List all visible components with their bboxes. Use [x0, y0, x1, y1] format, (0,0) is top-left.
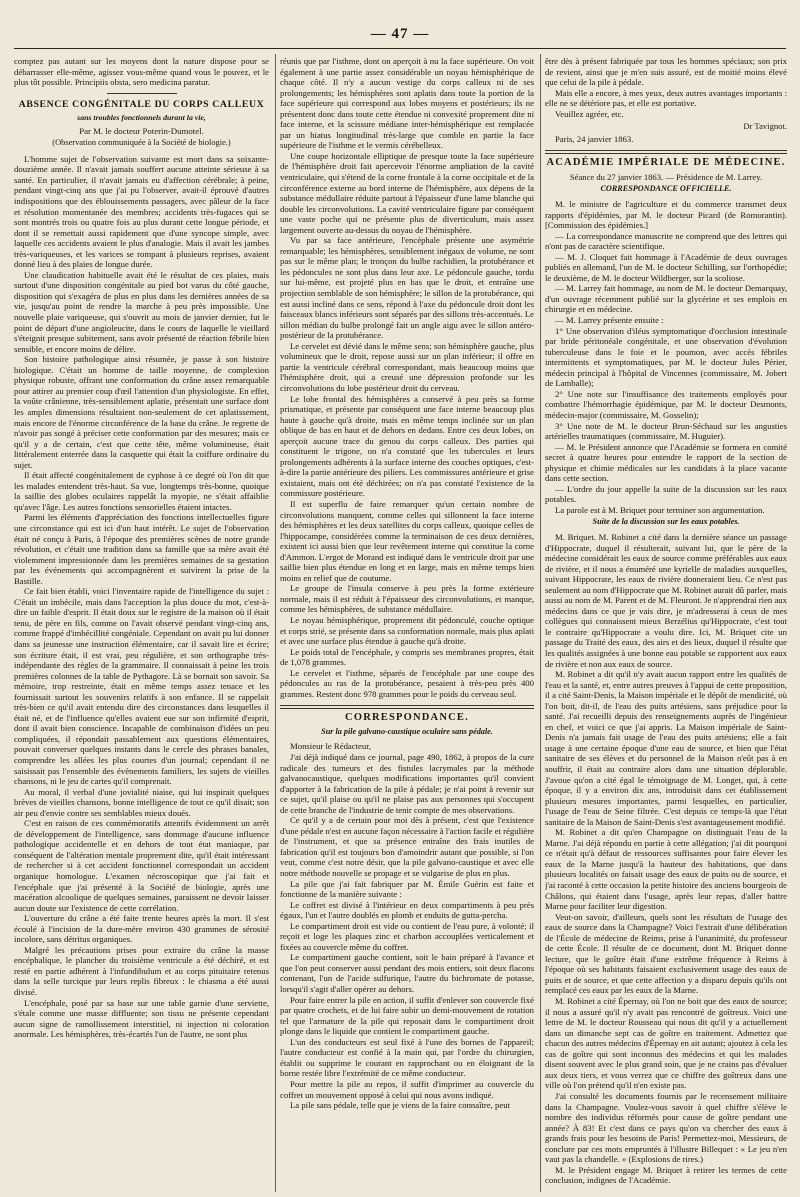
discussion-paragraph: M. le Président engage M. Briquet à retirer les termes de cette conclusion, indignes de l'Académie.: [545, 1164, 787, 1186]
proceedings-paragraph: — La correspondance manuscrite ne comprend que des lettres qui n'ont pas de caractère scientifique.: [545, 230, 787, 252]
letter-paragraph: Ce qu'il y a de certain pour moi dès à présent, c'est que l'existence d'une pédale n'est en aucune façon nécessaire à l'action facile et régulière de l'instrument, et que sa présence entraîne des frais inutiles de fabrication qu'il est toujours bon d'amoindrir autant que possible, si l'on veut, comme c'est notre désir, que la pile galvano-caustique et avec elle notre méthode nouvelle se propage et se vulgarise de plus en plus.: [280, 815, 534, 879]
letter-dateline: Paris, 24 janvier 1863.: [555, 133, 634, 144]
proceedings-paragraph: 3° Une note de M. le docteur Brun-Séchaud sur les angusties artérielles traumatiques (commissaire, M. Huguier).: [545, 420, 787, 442]
column-3: [545, 56, 787, 1192]
article-paragraph: Ce fait bien établi, voici l'inventaire rapide de l'intelligence du sujet : C'était un imbécile, mais dans l'acception la plus douce du mot, c'est-à-dire un faible d'esprit. Il était doux sur le registre de la maison où il était tenu, de père en fils, comme on l'avait observé pendant vingt-cinq ans, comme frappé d'imbécillité congéniale. Cependant on avait pu lui donner dans sa jeunesse une instruction élémentaire, car il savait lire et écrire; son écriture était, il est vrai, peu régulière, et son orthographe très-indépendante des règles de la grammaire. Il connaissait à peine les trois premières colonnes de la table de Pythagore. Là se bornait son savoir. Sa mémoire, trop restreinte, était en même temps assez tenace et les fournissait surtout les souvenirs relatifs à son enfance. Il se rappelait très-bien ce qu'il avait entendu dire des circonstances dans lesquelles il était né, et de l'influence qu'elles avaient eue sur son infirmité d'esprit, dont il avait bien conscience. Incapable de combinaison d'idées un peu compliquées, il répondait passablement aux questions élémentaires, pouvait converser quelques instants dans le cercle des phrases banales, comprendre les allées les plus courtes d'un journal; cependant il ne saisissait pas l'ensemble des évènements familiers, les sujets de vieilles chansons, ni le jeu de cartes qu'il comprenait.: [14, 586, 269, 787]
article-paragraph: L'homme sujet de l'observation suivante est mort dans sa soixante-douzième année. Il n'avait jamais souffert aucune atteinte sérieuse à sa santé. En particulier, il n'avait jamais eu d'affection cérébrale; à peine, pendant vingt-cinq ans que j'ai pu l'observer, avait-il éprouvé d'autres indispositions que des éblouissements passagers, avec pâleur de la face et résolution momentanée des membres; accidents très-fugaces qui se sont montrés trois ou quatre fois au plus durant cette longue période, et dont il se remettait aussi rapidement que d'une syncope simple, avec laquelle ces accidents avaient le plus d'analogie. Mais il avait les jambes très-variqueuses, et les varices se rompant à plusieurs reprises, avaient donné lieu à des plaies de longue durée.: [14, 153, 269, 270]
article-paragraph: C'est en raison de ces commémoratifs attentifs évidemment un arrêt de développement de l'intelligence, sans dommage d'aucune influence pathologique accidentelle et en dehors de tout état maniaque, par conséquent de l'altération mentale proprement dite, qu'il était intéressant de rechercher si à cet accident fonctionnel correspondait un accident organique homologue. L'examen nécroscopique que j'ai fait et l'encéphale que j'ai présenté à la Société de biologie, après une macération alcoolique de quelques semaines, paraissent ne devoir laisser aucun doute sur l'existence de cette corrélation.: [14, 818, 269, 913]
letter-paragraph: La pile sans pédale, telle que je viens de la faire connaître, peut: [290, 1100, 510, 1111]
article-paragraph: Le noyau hémisphérique, proprement dit pédonculé, couche optique et corps strié, se présente dans sa conformation normale, mais plus aplati et avec une surface plus étendue à gauche qu'à droite.: [280, 614, 534, 647]
discussion-title: Suite de la discussion sur les eaux potables.: [592, 517, 740, 527]
letter-paragraph: La pile que j'ai fait fabriquer par M. Émile Guérin est faite et fonctionne de la manière suivante :: [280, 878, 534, 900]
article-paragraph: Vu par sa face antérieure, l'encéphale présente une asymétrie remarquable; les hémisphères, sensiblement inégaux de volume, ne sont pas sur le même plan; le tronçon du bulbe rachidien, la protubérance et les pédoncules ne sont plus dans leur axe. Le pédoncule gauche, tordu sur lui-même, est projeté plus en bas que le droit, et entraîne une projection semblable de son hémisphère; le sillon de la protubérance, qui est aussi incliné dans ce sens, répond à l'axe du pédoncule droit dont les faisceaux blancs inférieurs sont séparés par des sillons très-accentués. Le sillon médian du bulbe prolongé fait un angle aigu avec le sillon antéro-postérieur de la protubérance.: [280, 235, 534, 341]
discussion-paragraph: Veut-on savoir, d'ailleurs, quels sont les résultats de l'usage des eaux de source dans la Champagne? Voici l'extrait d'une délibération de l'École de médecine de Reims, prise à l'unanimité, du professeur de cette École. Il résulte de ce document, dont M. Briquet donne lecture, que le goître était d'une extrême fréquence à Reims à l'époque où ses habitants faisaient exclusivement usage des eaux de puits et de source, et que cette affection y a disparu depuis qu'ils ont remplacé ces eaux par les eaux de la Marne.: [545, 911, 787, 996]
discussion-paragraph: M. Robinet a dit qu'il n'y avait aucun rapport entre les qualités de l'eau et la santé, et, entre autres preuves à l'appui de cette proposition, il a cité Saint-Denis, la Maison impériale et le dépôt de mendicité, où l'on boit, dit-il, de l'eau des puits artésiens, sans préjudice pour la santé. J'ai recueilli depuis des renseignements auprès de l'ingénieur en chef, et voici ce que j'ai appris. La Maison impériale de Saint-Denis n'a jamais fait usage de l'eau des puits artésiens; elle a fait usage à une certaine époque d'une eau de source, et bien que l'état sanitaire de ses élèves et du personnel de la Maison n'eût pas à en souffrir, il était au contraire alors dans une situation déplorable. J'avoue qu'on a cité égal le témoignage de M. Longet, qui, à cette époque, il y a environ dix ans, introduisit dans cet établissement plusieurs mesures importantes, parmi lesquelles, en particulier, l'usage de l'eau de Seine filtrée. C'est depuis ce temps-là que l'état sanitaire de la Maison de Saint-Denis s'est avantageusement modifié.: [545, 669, 787, 827]
article-paragraph: L'ouverture du crâne a été faite trente heures après la mort. Il s'est écoulé à l'incision de la dure-mère environ 430 grammes de sérosité incolore, sans détritus organiques.: [14, 913, 269, 945]
meeting-line: Séance du 27 janvier 1863. — Présidence de M. Larrey.: [569, 171, 763, 182]
article-paragraph: Le groupe de l'insula conserve à peu près la forme extérieure normale, mais il est réduit à l'épaisseur des circonvolutions, et manque, comme les hémisphères, de substance médullaire.: [280, 583, 534, 615]
article-paragraph: Malgré les précautions prises pour extraire du crâne la masse encéphalique, le plancher du troisième ventricule a été déchiré, et est resté en partie adhérent à l'infundibulum et au corps pituitaire retenus dans la selle turcique par leurs replis fibreux : le chiasma a été aussi divisé.: [14, 944, 269, 998]
letter-paragraph: Le coffret est divisé à l'intérieur en deux compartiments à peu près égaux, l'un et l'autre doublés en plomb et enduits de gutta-percha.: [280, 899, 534, 921]
discussion-paragraph: M. Robinet a cité Épernay, où l'on ne boit que des eaux de source; il nous a assuré qu'il n'y avait pas rencontré de goîtreux. Voici une lettre de M. le docteur Rousseau qui nous dit qu'il y a actuellement dans un dimanche sept cas de goître en traitement. Admettez que chacun des autres médecins d'Épernay en ait autant; ajoutez à cela les cas de goître qui sont inconnus des médecins et qui les malades disent souvent avec le plus grand soin, que je ne crains pas d'évaluer aux deux tiers, et vous verrez que ce chiffre des goîtreux dans une ville où l'on prétend qu'il n'en existe pas.: [545, 996, 787, 1091]
discussion-paragraph: M. Briquet. M. Robinet a cité dans la dernière séance un passage d'Hippocrate, duquel il résulterait, suivant lui, que le père de la médecine considérait les eaux de source comme préférables aux eaux de rivière, et il nous a énuméré une kyrielle de maladies auxquelles, suivant Hippocrate, les eaux de rivière donneraient lieu. Ce n'est pas seulement au nom d'Hippocrate que M. Robinet aurait dû parler, mais aussi au nom de M. Parent et de M. Fleuront. Je n'apprendrai rien aux médecins dans ce que je vais dire, je m'adresserai à ceux de mes collègues qui connaissent mieux Berzélius qu'Hippocrate, c'est tout le contraire qu'Hippocrate a voulu dire. Ici, M. Briquet cite un passage du Traité des eaux, des airs et des lieux, duquel il résulte que les qualités assignées à une bonne eau potable se rapportent aux eaux de rivière et non aux eaux de source.: [545, 531, 787, 669]
article-paragraph: Le poids total de l'encéphale, y compris ses membranes propres, était de 1,078 grammes.: [280, 646, 534, 668]
article-paragraph: réunis que par l'isthme, dont on aperçoit à nu la face supérieure. On voit également à une partie assez considérable un noyau hémisphérique de chaque côté. Il n'y a aucun vestige du corps calleux ni de ses prolongements; les hémisphères sont aplatis dans toute la portion de la face supérieure qui correspond aux lobes moyens et postérieurs; ils ne présentent donc dans toute cette étendue ni convexité proprement dite ni face interne, et la scissure médiane inter-hémisphérique est remplacée par un hiatus longitudinal très-large que comble en partie la face supérieure de l'isthme et le vermis cérébelleux.: [280, 56, 534, 151]
article-paragraph: Parmi les éléments d'appréciation des fonctions intellectuelles figure une circonstance qui est ici d'un haut intérêt. Le sujet de l'observation était né conçu à Paris, à l'époque des premières scènes de notre grande révolution, et c'était une tradition dans sa famille que sa mère avait été violemment impressionnée dans les premières semaines de sa gestation par les événements qui accompagnèrent et suivirent la prise de la Bastille.: [14, 512, 269, 586]
proceedings-paragraph: — M. J. Cloquet fait hommage à l'Académie de deux ouvrages publiés en allemand, l'un de M. le docteur Schilling, sur l'orthopédie; le deuxième, de M. le docteur Wildberger, sur la scoliose.: [545, 251, 787, 283]
letter-paragraph: Le compartiment droit est vide ou contient de l'eau pure, à volonté; il reçoit et loge les plaques zinc et charbon accouplées verticalement et fixées au couvercle même du coffret.: [280, 920, 534, 952]
proceedings-paragraph: 2° Une note sur l'insuffisance des traitements employés pour combattre l'hémorrhagie épidémique, par M. le docteur Desmonts, médecin-major (commissaire, M. Gosselin);: [545, 388, 787, 420]
letter-paragraph: Pour mettre la pile au repos, il suffit d'imprimer au couvercle du coffret un mouvement opposé à celui qui nous avons indiqué.: [280, 1078, 534, 1100]
article-paragraph: Son histoire pathologique ainsi résumée, je passe à son histoire biologique. C'était un homme de taille moyenne, de complexion physique robuste, offrant une conformation du crâne assez remarquable pour attirer au premier coup d'œil l'attention d'un physiologiste. En effet, la voûte crânienne, très-sensiblement aplatie, présentait une surface dont les amples dimensions résultaient non-seulement de cet aplatissement, mais encore de l'énorme circonférence de la base du crâne. Je regrette de n'avoir pas songé à préciser cette conformation par des mesures; mais ce qu'il y a de certain, c'est que cette tête, même volumineuse, était littéralement enterrée dans la casquette qui était la coiffure ordinaire du sujet.: [14, 354, 269, 470]
article-paragraph: Au moral, il verbal d'une jovialité niaise, qui lui inspirait quelques brèves de vieilles chansons, bonne intelligence de tout ce qu'il disait; son air peu d'envie contre ses semblables mieux doués.: [14, 786, 269, 818]
proceedings-paragraph: 1° Une observation d'iléus symptomatique d'occlusion intestinale par bride péritonéale congénitale, et une observation d'évolution tuberculeuse dans le foie et le poumon, avec accès fébriles intermittents et symptomatiques, par M. le docteur Jules Périer, médecin principal à l'hôpital de Vincennes (commissaire, M. Jobert de Lamballe);: [545, 325, 787, 389]
article-subtitle: sans troubles fonctionnels durant la vie,: [77, 113, 206, 123]
correspondence-title: CORRESPONDANCE OFFICIELLE.: [600, 184, 732, 194]
letter-greeting: Monsieur le Rédacteur,: [290, 741, 371, 752]
letter-paragraph: L'un des conducteurs est seul fixé à l'une des bornes de l'appareil; l'autre conducteur est confié à la main qui, par l'ordre du chirurgien, établit ou supprime le courant en rapprochant ou en éloignant de la borne restée libre l'extrémité de ce même conducteur.: [280, 1036, 534, 1079]
section-title: ACADÉMIE IMPÉRIALE DE MÉDECINE.: [546, 157, 786, 169]
article-title: ABSENCE CONGÉNITALE DU CORPS CALLEUX: [18, 98, 265, 110]
separator-rule: [107, 93, 177, 94]
section-title: CORRESPONDANCE.: [345, 712, 469, 724]
section-subtitle: Sur la pile galvano-caustique oculaire sans pédale.: [321, 726, 493, 736]
page-number: — 47 —: [370, 26, 430, 42]
article-paragraph: Le lobe frontal des hémisphères a conservé à peu près sa forme prismatique, et présente par conséquent une face interne beaucoup plus haute à gauche qu'à droite, mais en même temps inclinée sur un plan oblique de has en haut et de dehors en dedans. Entre ces deux lobes, on aperçoit aucune trace du genou du corps calleux. Des parties qui constituent le trigone, on n'a constaté que les tubercules et leurs prolongements adhérents à la surface interne des couches optiques, c'est-à-dire la partie antérieure des piliers. Les commissures antérieure et grise existaient, mais ont été déchirées; on n'a pas constaté l'existence de la commissure postérieure.: [280, 393, 534, 499]
article-note: (Observation communiquée à la Société de biologie.): [52, 138, 231, 148]
letter-closing: Veuillez agréer, etc.: [555, 108, 624, 119]
article-paragraph: Une claudication habituelle avait été le résultat de ces plaies, mais surtout d'une disposition congénitale au pied bot varus du côté gauche, disposition qui s'exagéra de plus en plus dans les dernières années de sa vie, jusqu'au point de rendre la marche à peu près impossible. Une nouvelle plaie variqueuse, qui s'ouvrit au mois de janvier dernier, fut le point de départ d'une angioleucite, dans le cours de laquelle le vieillard s'éteignit presque subitement, sans avoir présenté de réaction fébrile bien sensible, et encore moins de délire.: [14, 269, 269, 354]
letter-signature: Dr Tavignot.: [743, 121, 787, 132]
proceedings-paragraph: — M. le Président annonce que l'Académie se formera en comité secret à quatre heures pour entendre le rapport de la section de physique et chimie médicales sur les candidats à la place vacante dans cette section.: [545, 441, 787, 484]
letter-paragraph: Le compartiment gauche contient, soit le bain préparé à l'avance et que l'on peut conserver aussi pendant des mois entiers, soit deux flacons contenant, l'un de l'acide sulfurique, l'autre du bichromate de potasse, lorsqu'il s'agit d'aller opérer au dehors.: [280, 952, 534, 995]
column-1: [14, 56, 269, 1192]
proceedings-paragraph: — M. Larrey présente ensuite :: [555, 315, 664, 326]
section-rule: [280, 705, 534, 709]
proceedings-paragraph: M. le ministre de l'agriculture et du commerce transmet deux rapports d'épidémies, par M. le docteur Picard (de Romorantin). [Commission des épidémies.]: [545, 199, 787, 231]
article-paragraph: Il est superflu de faire remarquer qu'un certain nombre de circonvolutions manquent, comme celles qui sillonnent la face interne des hémisphères et les deux satellites du corps calleux, quoique celles de l'hippocampe, considérées comme la terminaison de ces deux dernières, existent ici aussi bien que leur revêtement interne qui constitue la corne d'Ammon. L'ergot de Morand est indiqué dans le ventricule droit par une saillie bien plus étendue en long et en large, mais en même temps bien moins en relief que de coutume.: [280, 498, 534, 583]
column-divider: [540, 54, 541, 1192]
letter-paragraph: Mais elle a encore, à mes yeux, deux autres avantages importants : elle ne se détériore pas, et elle est portative.: [545, 87, 787, 109]
letter-paragraph: Pour faire entrer la pile en action, il suffit d'enlever son couvercle fixé par quatre crochets, et de lui faire subir un demi-mouvement de rotation tel que l'armature de la pile qui reposait dans le compartiment droit plonge dans le liquide que contient le compartiment gauche.: [280, 994, 534, 1037]
article-paragraph: L'encéphale, posé par sa base sur une table garnie d'une serviette, s'étale comme une masse diffluente; son tissu ne présente cependant aucun signe de ramollissement interstitiel, ni injection ni coloration anormale. Les hémisphères, très-écartés l'un de l'autre, ne sont plus: [14, 997, 269, 1040]
article-paragraph: Il était affecté congénitalement de cyphose à ce degré où l'on dit que les malades entendent très-haut. Sa vue, longtemps très-bonne, quoique la saillie des globes oculaires rappelât la myopie, ne s'était affaiblie qu'avec l'âge. Les autres fonctions sensorielles étaient intactes.: [14, 470, 269, 512]
article-paragraph: Une coupe horizontale elliptique de presque toute la face supérieure de l'hémisphère droit fait apercevoir l'énorme ampliation de la cavité ventriculaire, qui s'étend de la corne frontale à la corne occipitale et de la circonférence externe au bord interne de l'hémisphère, aux dépens de la substance médullaire réduite partout à l'épaisseur d'une lame blanche qui double les circonvolutions. La cavité ventriculaire figure par conséquent une vaste poche qui ne présente plus de diverticulum, mais assez largement ouverte au-dessus du noyau de l'hémisphère.: [280, 150, 534, 235]
letter-paragraph: être dès à présent fabriquée par tous les hommes spéciaux; son prix de revient, ainsi que je m'en suis assuré, est de moitié moins élevé que celui de la pile à pédale.: [545, 56, 787, 88]
proceedings-paragraph: — L'ordre du jour appelle la suite de la discussion sur les eaux potables.: [545, 483, 787, 505]
proceedings-paragraph: — M. Larrey fait hommage, au nom de M. le docteur Demarquay, d'un ouvrage récemment publié sur la glycérine et ses emplois en chirurgie et en médecine.: [545, 283, 787, 315]
intro-paragraph: comptez pas autant sur les moyens dont la nature dispose pour se débarrasser elle-même, agissez vous-même quand vous le pouvez, et le plus tôt possible. Principiis obsta, sero medicina paratur.: [14, 56, 269, 88]
article-paragraph: Le cervelet est dévié dans le même sens; son hémisphère gauche, plus volumineux que le droit, repose aussi sur un plan inférieur; il offre en partie la ventricule cérébral correspondant, mais beaucoup moins que l'hémisphère droit, qui a creusé une dépression profonde sur les circonvolutions du lobe postérieur droit du cerveau.: [280, 340, 534, 393]
section-rule: [545, 150, 787, 154]
article-paragraph: Le cervelet et l'isthme, séparés de l'encéphale par une coupe des pédoncules au ras de la protubérance, pesaient à très-peu près 400 grammes. Restent donc 978 grammes pour le poids du cerveau seul.: [280, 667, 534, 699]
article-author: Par M. le docteur Poterin-Dumotel.: [79, 125, 204, 136]
letter-paragraph: J'ai déjà indiqué dans ce journal, page 490, 1862, à propos de la cure radicale des tumeurs et des fistules lacrymales par la méthode galvanocaustique, quelques modifications importantes qu'il convient d'apporter à la fabrication de la pile à pédale; je n'ai point à revenir sur ce sujet, qu'il plaise ou qu'il ne plaise pas aux personnes qui s'occupent de cette branche de l'industrie de tenir compte de mes observations.: [280, 752, 534, 815]
discussion-paragraph: J'ai consulté les documents fournis par le recensement militaire dans la Champagne. Voulez-vous savoir à quel chiffre s'élève le nombre des individus réformés pour cause de goître pendant une année? À 83! Et c'est dans ce pays qu'on va chercher des eaux à grands frais pour les besoins de Paris! Permettez-moi, Messieurs, de conclure par ces mots empruntés à l'illustre Billequet : « Le jeu n'en vaut pas la chandelle. » (Explosions de rires.): [545, 1090, 787, 1165]
column-divider: [275, 54, 276, 1192]
column-2: [280, 56, 534, 1192]
proceedings-paragraph: La parole est à M. Briquet pour terminer son argumentation.: [555, 504, 765, 515]
header-rule: [14, 48, 786, 49]
discussion-paragraph: M. Robinet a dit qu'en Champagne on distinguait l'eau de la Marne. J'ai déjà répondu en partie à cette allégation; j'ai dit pourquoi ce n'était qu'à défaut de ressources suffisantes pour faire élever les eaux de la Marne jusqu'à la hauteur des habitations, que dans plusieurs localités on faisait usage des eaux de puits ou de source, et j'ai raconté à cette occasion la petite histoire des anciens bourgeois de Châlons, qui étaient dans l'usage, après leur repas, d'aller battre Marne pour faciliter leur digestion.: [545, 827, 787, 912]
